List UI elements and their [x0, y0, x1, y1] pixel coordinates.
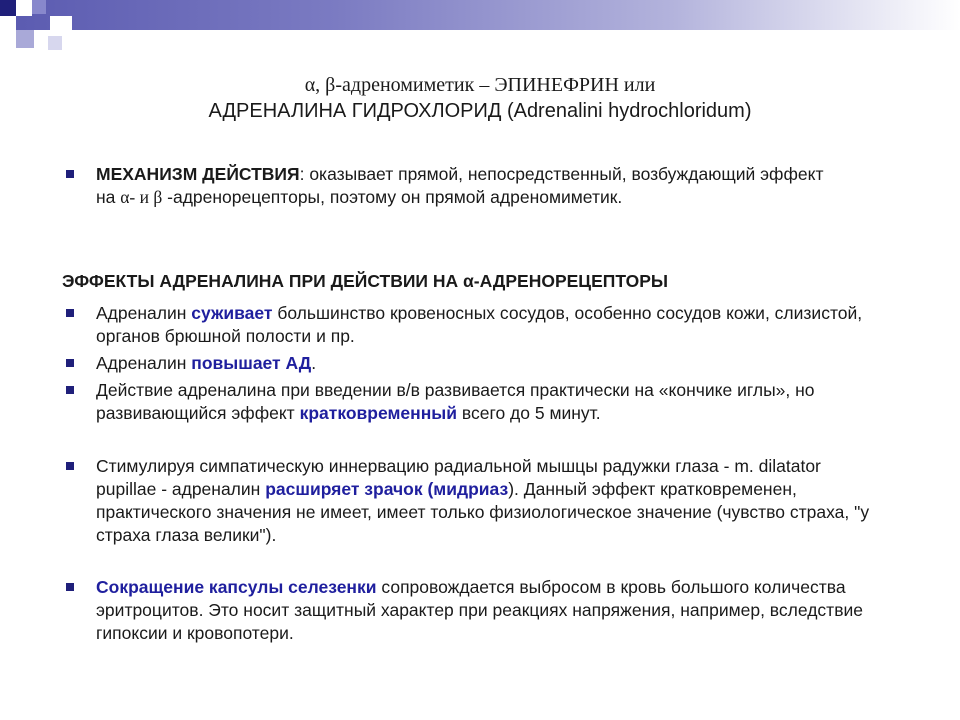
effect-item — [96, 302, 876, 348]
effect-text: ). Данный эффект кратковременен, практического значения не имеет, имеет только физиологическое значение (чувство страха, "у страха глаза велики"). — [96, 479, 870, 545]
effect-highlight: суживает — [191, 303, 273, 323]
effect-item — [96, 379, 876, 425]
decor-square — [50, 16, 72, 38]
decor-square — [48, 36, 62, 50]
decor-square — [16, 0, 32, 16]
effect-text: Адреналин — [96, 353, 192, 373]
mechanism-bullet — [96, 163, 836, 209]
mechanism-label: МЕХАНИЗМ ДЕЙСТВИЯ — [96, 164, 300, 184]
effect-item — [96, 576, 886, 645]
slide-title — [60, 72, 900, 124]
effect-text: Адреналин — [96, 303, 192, 323]
mechanism-alpha-beta: α- и β — [120, 187, 163, 207]
mechanism-text-2: -адренорецепторы, поэтому он прямой адреномиметик. — [162, 187, 623, 207]
effect-text: сопровождается выбросом в кровь большого количества эритроцитов. Это носит защитный характер при реакциях напряжения, например, вследствие гипоксии и кровопотери. — [96, 577, 864, 643]
mechanism-text-1: : оказывает прямой, непосредственный, возбуждающий эффект на — [96, 164, 824, 207]
slide-title-line2: АДРЕНАЛИНА ГИДРОХЛОРИД (Adrenalini hydrochloridum) — [208, 100, 752, 122]
decor-square — [16, 30, 34, 48]
effect-text: всего до 5 минут. — [457, 403, 601, 423]
effect-text: Действие адреналина при введении в/в развивается практически на «кончике иглы», но развивающийся эффект — [96, 380, 815, 423]
decor-square — [32, 0, 46, 14]
decor-square — [0, 16, 16, 32]
effect-highlight: повышает АД — [191, 353, 312, 373]
effects-heading: ЭФФЕКТЫ АДРЕНАЛИНА ПРИ ДЕЙСТВИИ НА α-АДРЕНОРЕЦЕПТОРЫ — [62, 271, 668, 291]
effect-item — [96, 352, 876, 375]
effect-highlight: кратковременный — [299, 403, 458, 423]
decor-square — [0, 0, 16, 16]
effect-text: . — [311, 353, 317, 373]
effect-highlight: Сокращение капсулы селезенки — [96, 577, 377, 597]
effect-item — [96, 455, 886, 547]
effect-highlight: расширяет зрачок (мидриаз — [265, 479, 509, 499]
mechanism-text — [96, 163, 836, 209]
top-decoration-bar — [0, 0, 960, 30]
effect-text: большинство кровеносных сосудов, особенно сосудов кожи, слизистой, органов брюшной полости и пр. — [96, 303, 863, 346]
effect-text: Стимулируя симпатическую иннервацию радиальной мышцы радужки глаза - m. dilatator pupillae - адреналин — [96, 456, 821, 499]
slide-title-line1: α, β-адреномиметик – ЭПИНЕФРИН или — [304, 74, 656, 96]
